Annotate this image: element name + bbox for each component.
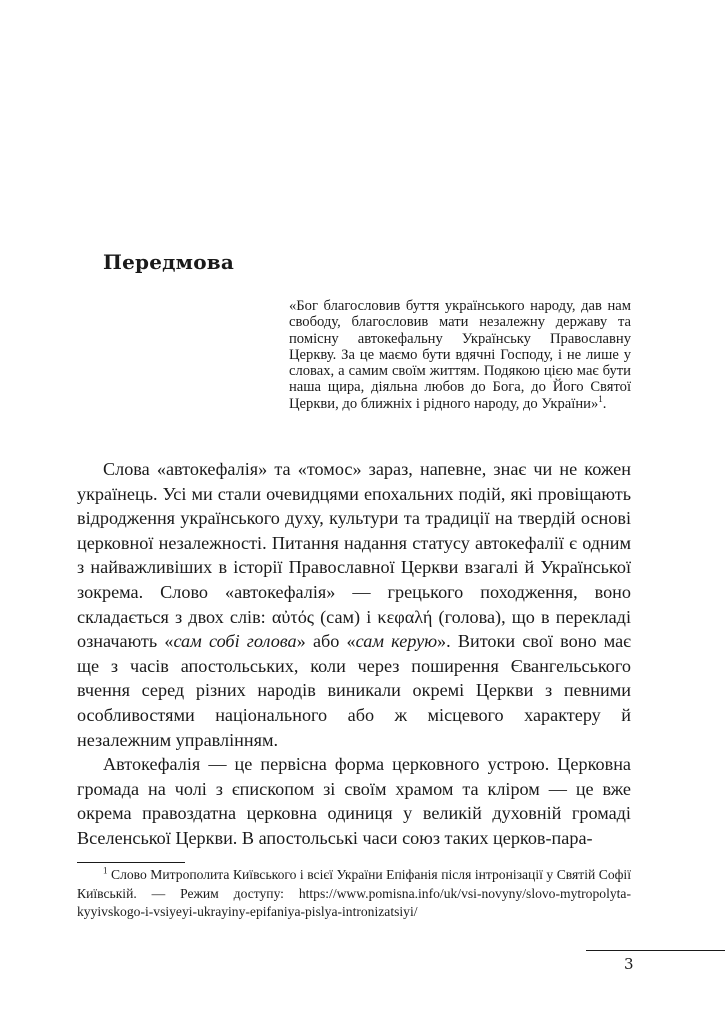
section-heading: Передмова — [103, 250, 235, 274]
paragraph-1-part-2: » або « — [296, 631, 356, 652]
page-number: 3 — [624, 955, 634, 973]
paragraph-1 — [77, 457, 631, 752]
epigraph-end: . — [602, 395, 607, 412]
footnote-separator — [77, 862, 185, 863]
footnote-reference[interactable]: 1 — [598, 393, 603, 404]
paragraph-2: Автокефалія — це первісна форма церковного устрою. Церковна громада на чолі з єпископом зі своїм храмом та кліром — це вже окрема правоздатна церковна одиниця у великій духовній громаді Вселенської Церкви. В апостольські часи союз таких церков-пара- — [77, 754, 631, 848]
footnote-marker: 1 — [103, 865, 108, 876]
page-number-rule — [586, 950, 725, 951]
emphasis-sam-keruiu: сам керую — [355, 631, 438, 652]
epigraph-quote — [289, 298, 631, 412]
emphasis-sam-sobi-holova: сам собі голова — [173, 631, 297, 652]
paragraph-1-part-1: Слова «автокефалія» та «томос» зараз, напевне, знає чи не кожен українець. Усі ми стали очевидцями епохальних подій, які провіщають відродження українського духу, культури та традиції на твердій основі церковної незалежності. Питання надання статусу автокефалії є одним з найважливіших в історії Православної Церкви взагалі й Української зокрема. Слово «автокефалія» — грецького походження, воно складається з двох слів: αὐτός (сам) і κεφαλή (голова), що в перекладі означають « — [77, 459, 631, 652]
paragraph-1-part-3: ». Витоки свої воно має ще з часів апостольських, коли через поширення Євангельського вчення серед різних народів виникали окремі Церкви з певними особливостями національного або ж місцевого характеру й незалежним управлінням. — [77, 631, 631, 750]
footnote — [77, 866, 631, 922]
main-text — [77, 457, 631, 851]
epigraph-text: «Бог благословив буття українського народу, дав нам свободу, благословив мати незалежну державу та помісну автокефальну Українську Православну Церкву. За це маємо бути вдячні Господу, і не лише у словах, а самим своїм життям. Подякою цією має бути наша щира, діяльна любов до Бога, до Його Святої Церкви, до ближніх і рідного народу, до України» — [289, 298, 631, 412]
footnote-text: Слово Митрополита Київського і всієї України Епіфанія після інтронізації у Святій Софії Київській. — Режим доступу: https://www.pomisna.info/uk/vsi-novyny/slovo-mytropolyta-kyyivskogo-i-vsiyeyi-ukrayiny-epifaniya-pislya-intronizatsiyi/ — [77, 867, 631, 919]
